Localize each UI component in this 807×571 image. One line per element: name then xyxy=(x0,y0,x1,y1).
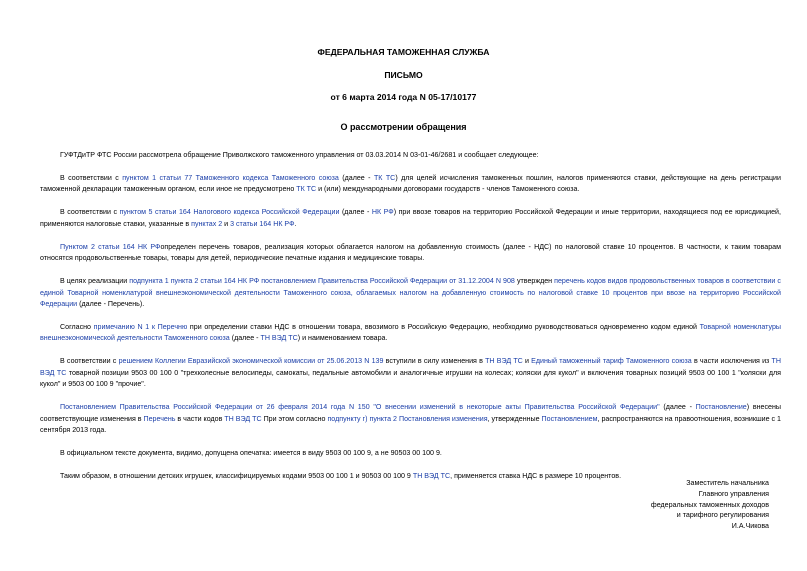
paragraph-text: вступили в силу изменения в xyxy=(383,357,486,366)
document-link[interactable]: Пунктом 2 статьи 164 НК РФ xyxy=(60,242,161,251)
signature-line: и тарифного регулирования xyxy=(676,511,769,520)
document-link[interactable]: пунктом 1 статьи 77 Таможенного кодекса Таможенного союза xyxy=(122,174,339,182)
document-link[interactable]: ТН ВЭД ТС xyxy=(260,334,298,343)
document-link[interactable]: пунктах 2 xyxy=(191,219,223,228)
document-link[interactable]: ТН ВЭД ТС xyxy=(224,414,262,423)
paragraph-text: (далее - xyxy=(659,403,696,412)
paragraph-text: Таким образом, в отношении детских игрушек, классифицируемых кодами 9503 00 100 1 и 90503 00 100 9 xyxy=(60,472,413,481)
signature-line: Заместитель начальника xyxy=(686,479,769,487)
document-link[interactable]: ТН ВЭД ТС xyxy=(412,472,451,481)
document-link[interactable]: примечанию N 1 к Перечню xyxy=(93,323,188,332)
paragraph-text: В целях реализации xyxy=(60,277,130,286)
paragraph-text: ) при ввозе товаров на территорию Российской Федерации и иные территории, находящиеся под ее юрисдикцией, применяются налоговые ставки, указанные в xyxy=(40,208,781,228)
paragraph-text: . xyxy=(294,219,297,228)
paragraph-text: (далее - xyxy=(339,208,372,217)
body-paragraph xyxy=(40,242,781,265)
signatory-name: И.А.Чикова xyxy=(731,522,769,531)
paragraph-text: При этом согласно xyxy=(261,414,328,423)
paragraph-text: и xyxy=(522,357,532,366)
document-link[interactable]: Постановление xyxy=(695,403,747,412)
document-link[interactable]: Постановлением Правительства Российской Федерации от 26 февраля 2014 года N 150 "О внесении изменений в некоторые акты Правительства Российской Федерации" xyxy=(60,403,660,412)
document-link[interactable]: подпункту г) пункта 2 Постановления изменения xyxy=(327,414,488,423)
document-link[interactable]: ТК ТС xyxy=(296,185,317,194)
paragraph-text: В соответствии с xyxy=(60,208,120,217)
paragraph-text: , применяется ставка НДС в размере 10 процентов. xyxy=(450,472,622,481)
paragraph-text: ) для целей исчисления таможенных пошлин, налогов применяются ставки, действующие на день регистрации таможенной декларации таможенным органом, если иное не предусмотрено xyxy=(40,174,781,194)
document-link[interactable]: НК РФ xyxy=(371,208,394,217)
document-link[interactable]: ТК ТС xyxy=(373,174,396,182)
signature-line: Главного управления xyxy=(698,489,769,498)
paragraph-text: утвержден xyxy=(514,277,555,286)
paragraph-text: (далее - xyxy=(338,174,374,182)
paragraph-text: определен перечень товаров, реализация которых облагается налогом на добавленную стоимость (далее - НДС) по налоговой ставке 10 процентов. В частности, к таким товарам относятся продовольственные товары, товары для детей, периодические печатные издания и медицинские товары. xyxy=(40,242,781,263)
paragraph-text: В официальном тексте документа, видимо, допущена опечатка: имеется в виду 9503 00 100 9, а не 90503 00 100 9. xyxy=(60,449,442,458)
document-link[interactable]: 3 статьи 164 НК РФ xyxy=(230,219,295,228)
signature-block xyxy=(651,478,769,532)
body-paragraph xyxy=(40,322,781,345)
document-link[interactable]: Единый таможенный тариф Таможенного союза xyxy=(531,357,692,366)
document-type: ПИСЬМО xyxy=(384,70,423,80)
document-link[interactable]: подпункта 1 пункта 2 статьи 164 НК РФ xyxy=(129,277,260,286)
document-link[interactable]: решением Коллегии Евразийской экономической комиссии от 25.06.2013 N 139 xyxy=(118,357,384,366)
document-body xyxy=(40,150,781,482)
agency-title: ФЕДЕРАЛЬНАЯ ТАМОЖЕННАЯ СЛУЖБА xyxy=(317,47,490,57)
paragraph-text: ) и наименованием товара. xyxy=(297,334,388,343)
paragraph-text: , распространяются на правоотношения, возникшие с 1 сентября 2013 года. xyxy=(40,414,781,435)
body-paragraph xyxy=(40,356,781,390)
document-date-number: от 6 марта 2014 года N 05-17/10177 xyxy=(330,92,477,102)
body-paragraph xyxy=(40,276,781,310)
paragraph-text: Согласно xyxy=(60,323,94,332)
document-link[interactable]: ТН ВЭД ТС xyxy=(485,357,523,366)
paragraph-text: В соответствии с xyxy=(60,357,119,366)
paragraph-text: (далее - Перечень). xyxy=(77,300,145,309)
paragraph-text: и xyxy=(222,219,231,228)
paragraph-text: ) внесены соответствующие изменения в xyxy=(40,403,781,423)
paragraph-text: и (или) международными договорами государств - членов Таможенного союза. xyxy=(316,185,580,194)
document-link[interactable]: постановлением Правительства Российской Федерации от 31.12.2004 N 908 xyxy=(261,277,515,286)
body-paragraph xyxy=(40,207,781,230)
body-paragraph xyxy=(40,448,781,459)
signature-line: федеральных таможенных доходов xyxy=(650,500,769,509)
paragraph-text: в части исключения из xyxy=(691,357,772,366)
paragraph-text: (далее - xyxy=(229,334,261,343)
paragraph-text: , утвержденные xyxy=(487,414,542,423)
paragraph-text: в части кодов xyxy=(175,414,225,423)
body-paragraph xyxy=(40,173,781,196)
document-link[interactable]: ТН ВЭД ТС xyxy=(40,357,781,377)
document-link[interactable]: Товарной номенклатуры внешнеэкономической деятельности Таможенного союза xyxy=(40,323,781,343)
body-paragraph xyxy=(40,150,781,161)
document-link[interactable]: Перечень xyxy=(143,414,176,423)
document-link[interactable]: Постановлением xyxy=(541,414,598,423)
paragraph-text: при определении ставки НДС в отношении товара, ввозимого в Российскую Федерацию, необходимо руководствоваться одновременно кодом единой xyxy=(187,323,700,332)
paragraph-text: товарной позиции 9503 00 100 0 "трехколесные велосипеды, самокаты, педальные автомобили и аналогичные игрушки на колесах; коляски для кукол" и включения товарных позиций 9503 00 100 1 "коляски для кукол" и 9503 00 100 9 "прочие". xyxy=(40,368,781,389)
document-link[interactable]: перечень кодов видов продовольственных товаров в соответствии с единой Товарной номенклатурой внешнеэкономической деятельности Таможенного союза, облагаемых налогом на добавленную стоимость по налоговой ставке 10 процентов при ввозе на территорию Российской Федерации xyxy=(40,277,781,309)
document-link[interactable]: пунктом 5 статьи 164 Налогового кодекса Российской Федерации xyxy=(119,208,340,217)
body-paragraph xyxy=(40,402,781,436)
paragraph-text: В соответствии с xyxy=(60,174,123,182)
document-subject: О рассмотрении обращения xyxy=(340,122,467,132)
paragraph-text: ГУФТДиТР ФТС России рассмотрела обращение Приволжского таможенного управления от 03.03.2014 N 03-01-46/2681 и сообщает следующее: xyxy=(60,151,539,159)
